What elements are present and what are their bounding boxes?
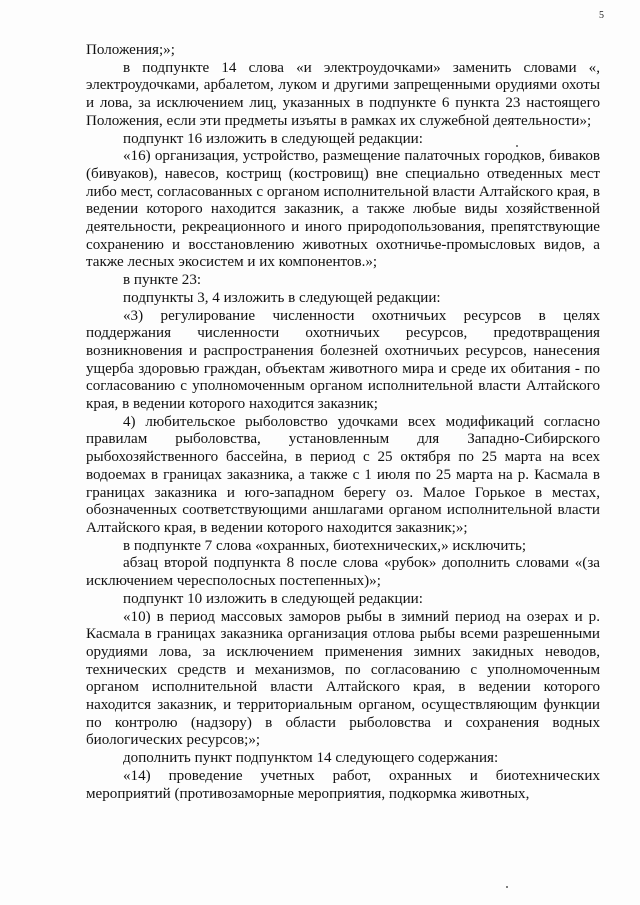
paragraph-4: «16) организация, устройство, размещение палаточных городков, бивaков (бивуаков), навесов, кострищ (костровищ) вне специально отведенных мест либо мест, согласованных с органом исполнительной власти Алтайского края, в ведении которого находится заказник, а также любые виды хозяйственной деятельности, рекреационного и иного природопользования, препятствующие сохранению и восстановлению животных охотничье-промысловых видов, а также лесных экосистем и их компонентов.»; — [86, 148, 600, 271]
paragraph-9: в подпункте 7 слова «охранных, биотехнических,» исключить; — [123, 537, 527, 554]
scan-speck — [506, 886, 508, 888]
paragraph-6: подпункты 3, 4 изложить в следующей редакции: — [123, 289, 441, 306]
page-number: 5 — [599, 10, 604, 21]
paragraph-7: «3) регулирование численности охотничьих ресурсов в целях поддержания численности охотничьих ресурсов, предотвращения возникновения и распространения болезней охотничьих ресурсов, нанесения ущерба здоровью граждан, объектам животного мира и среде их обитания - по согласованию с уполномоченным органом исполнительной власти Алтайского края, в ведении которого находится заказник; — [86, 307, 600, 413]
scan-speck — [516, 145, 518, 147]
paragraph-3: подпункт 16 изложить в следующей редакции: — [123, 130, 423, 147]
paragraph-10: абзац второй подпункта 8 после слова «рубок» дополнить словами «(за исключением чересполосных постепенных)»; — [86, 555, 600, 590]
paragraph-2: в подпункте 14 слова «и электроудочками» заменить словами «, электроудочками, арбалетом, луком и другими запрещенными орудиями охоты и лова, за исключением лиц, указанных в подпункте 6 пункта 23 настоящего Положения, если эти предметы изъяты в рамках их служебной деятельности»; — [86, 59, 600, 129]
paragraph-1: Положения;»; — [86, 42, 175, 58]
paragraph-12: «10) в период массовых заморов рыбы в зимний период на озерах и р. Касмала в границах заказника организация отлова рыбы всеми разрешенными орудиями лова, за исключением применения зимних закидных неводов, технических средств и механизмов, по согласованию с уполномоченным органом исполнительной власти Алтайского края, в ведении которого находится заказник, и территориальным органом, осуществляющим функции по контролю (надзору) в области рыболовства и сохранения водных биологических ресурсов;»; — [86, 608, 600, 749]
paragraph-8: 4) любительское рыболовство удочками всех модификаций согласно правилам рыболовства, установленным для Западно-Сибирского рыбохозяйственного бассейна, в период с 25 октября по 25 марта на всех водоемах в границах заказника, а также с 1 июля по 25 марта на р. Касмала в границах заказника и юго-западном берегу оз. Малое Горькое в местах, обозначенных соответствующими аншлагами органом исполнительной власти Алтайского края, в ведении которого находится заказник;»; — [86, 413, 600, 536]
paragraph-14: «14) проведение учетных работ, охранных и биотехнических мероприятий (противозаморные мероприятия, подкормка животных, — [86, 767, 600, 802]
paragraph-11: подпункт 10 изложить в следующей редакции: — [123, 590, 423, 607]
document-body — [86, 42, 600, 803]
paragraph-5: в пункте 23: — [123, 272, 202, 289]
paragraph-13: дополнить пункт подпунктом 14 следующего содержания: — [123, 750, 499, 767]
